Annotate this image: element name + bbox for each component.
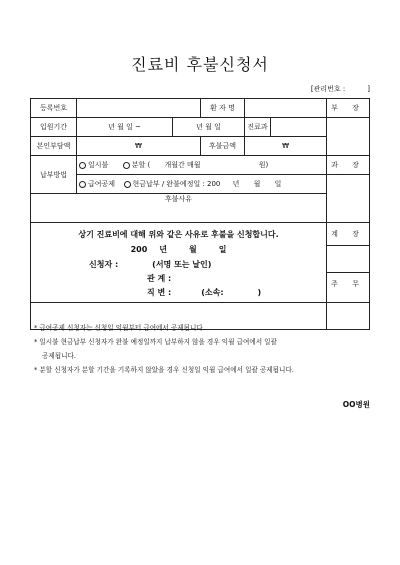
admission-to-field[interactable]: 년 월 일: [173, 118, 245, 137]
installment-label: 분할 (: [131, 161, 151, 169]
section-head-sign-box[interactable]: [327, 175, 370, 223]
declaration-date: 200 년 월 일: [130, 245, 227, 254]
relation-line: 관 계 :: [147, 274, 172, 283]
team-lead-label: 계 장: [327, 223, 370, 246]
form-title: 진료비 후불신청서: [131, 55, 269, 74]
patient-name-label: 환 자 명: [201, 99, 245, 118]
reason-field[interactable]: [31, 194, 327, 223]
due-date-label: / 완불예정일 : 200: [161, 180, 221, 188]
department-field[interactable]: [271, 118, 327, 137]
declaration-statement: 상기 진료비에 대해 위와 같은 사유로 후불을 신청합니다.: [78, 230, 279, 239]
applicant-line: 신청자 : (서명 또는 날인): [89, 260, 212, 269]
due-day-label: 일: [274, 180, 282, 188]
department-label: 진료과: [245, 118, 271, 137]
lump-sum-radio[interactable]: [79, 162, 86, 169]
note-item: * 일시불 현금납부 신청자가 완불 예정일까지 납부하지 않을 경우 익월 급여에서 일괄: [34, 338, 277, 346]
application-form-table: [30, 98, 370, 330]
due-year-label: 년: [232, 180, 240, 188]
note-item: * 급여공제 신청자는 신청일 익월부터 급여에서 공제됩니다.: [34, 324, 205, 332]
salary-deduction-label: 급여공제: [88, 180, 116, 188]
cash-payment-radio[interactable]: [124, 181, 131, 188]
position-line: 직 변 : (소속: ): [147, 288, 262, 297]
team-lead-sign-box[interactable]: [327, 245, 370, 272]
admission-period-label: 입원기간: [31, 118, 77, 137]
lump-sum-label: 일시불: [88, 161, 109, 169]
deferred-amount-field[interactable]: ₩: [245, 137, 327, 156]
declaration-box: [31, 223, 327, 303]
staff-label: 주 무: [327, 273, 370, 303]
admission-from-field[interactable]: 년 월 일 ~: [77, 118, 173, 137]
cash-payment-label: 현금납부: [132, 180, 160, 188]
payment-method-label: 납부방법: [31, 156, 77, 194]
reason-label: 후불사유: [164, 195, 193, 203]
salary-deduction-radio[interactable]: [79, 181, 86, 188]
self-pay-label: 본인부담액: [31, 137, 77, 156]
reg-no-label: 등록번호: [31, 99, 77, 118]
deferred-amount-label: 후불금액: [201, 137, 245, 156]
section-head-label: 과 장: [327, 156, 370, 175]
installment-radio[interactable]: [123, 162, 130, 169]
dept-head-sign-box[interactable]: [327, 118, 370, 156]
due-month-label: 월: [253, 180, 261, 188]
patient-name-field[interactable]: [245, 99, 327, 118]
self-pay-field[interactable]: ₩: [77, 137, 201, 156]
payment-option-row-1: [77, 156, 327, 175]
note-item: * 분할 신청자가 분할 기간을 기록하지 않았을 경우 신청일 익월 급여에서 일괄 공제됩니다.: [34, 366, 294, 374]
management-number: [관리번호 : ]: [310, 85, 370, 93]
dept-head-label: 부 장: [327, 99, 370, 118]
payment-option-row-2: [77, 175, 327, 194]
installment-won-label: 원): [258, 161, 269, 169]
note-item: 공제됩니다.: [42, 352, 76, 360]
hospital-name: OO병원: [342, 400, 370, 409]
notes: [34, 322, 374, 378]
installment-months-label: 개월간 매월: [164, 161, 201, 169]
reg-no-field[interactable]: [77, 99, 201, 118]
